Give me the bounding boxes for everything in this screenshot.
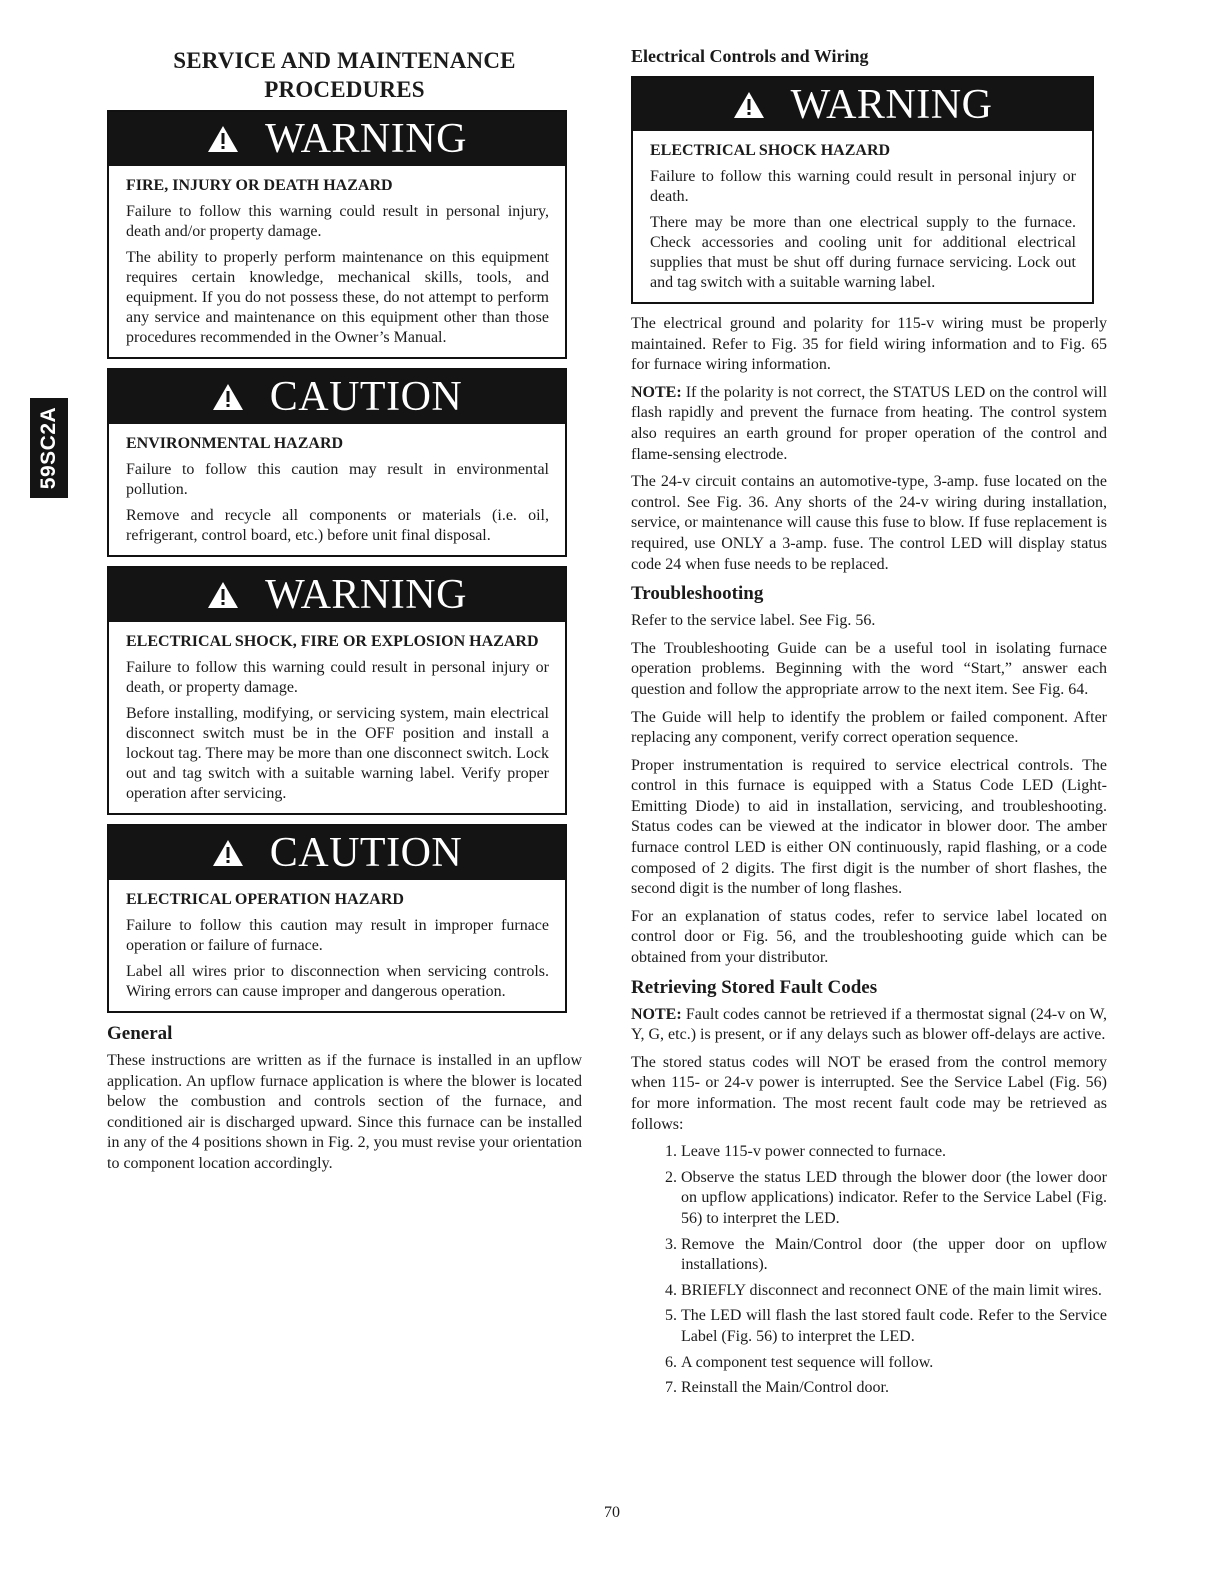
warning-triangle-icon — [207, 581, 239, 609]
note-label: NOTE: — [631, 1005, 682, 1023]
electrical-shock-warning-box — [631, 76, 1094, 304]
retrieving-paragraph: The stored status codes will NOT be erased from the control memory when 115- or 24-v power is interrupted. See the Service Label (Fig. 56) for more information. The most recent fault code may be retrieved as follows: — [631, 1053, 1107, 1133]
troubleshooting-heading: Troubleshooting — [631, 583, 764, 605]
notice-signal-word: WARNING — [790, 81, 993, 128]
notice-paragraph: Failure to follow this caution may result in improper furnace operation or failure of furnace. — [126, 917, 549, 954]
notice-header — [109, 370, 565, 424]
notice-body — [109, 622, 565, 813]
notice-header — [109, 826, 565, 880]
retrieving-fault-codes-heading: Retrieving Stored Fault Codes — [631, 976, 878, 998]
notice-paragraph: The ability to properly perform maintenance on this equipment requires certain knowledge, mechanical skills, tools, and equipment. If you do not possess these, do not attempt to perform any service and maintenance on this equipment other than those procedures recommended in the Owner’s Manual. — [126, 249, 549, 346]
notice-paragraph: Failure to follow this warning could result in personal injury or death. — [650, 168, 1076, 205]
notice-header — [109, 112, 565, 166]
notice-heading: FIRE, INJURY OR DEATH HAZARD — [126, 177, 393, 194]
troubleshooting-paragraph: The Troubleshooting Guide can be a useful tool in isolating furnace operation problems. Beginning with the word “Start,” answer each question and follow the appropriate arrow to the next item. See Fig. 64. — [631, 639, 1107, 698]
electrical-operation-caution-box — [107, 824, 567, 1013]
page-title-line1: SERVICE AND MAINTENANCE — [173, 48, 516, 73]
notice-paragraph: Label all wires prior to disconnection when servicing controls. Wiring errors can cause improper and dangerous operation. — [126, 963, 549, 1000]
notice-heading: ENVIRONMENTAL HAZARD — [126, 435, 344, 452]
right-column — [631, 44, 1107, 1404]
notice-signal-word: CAUTION — [269, 830, 463, 876]
fire-injury-warning-box — [107, 110, 567, 359]
warning-triangle-icon — [207, 125, 239, 153]
list-item: 7. Reinstall the Main/Control door. — [681, 1378, 1107, 1399]
notice-paragraph: Remove and recycle all components or materials (i.e. oil, refrigerant, control board, etc.) before unit final disposal. — [126, 507, 549, 544]
list-item: 6. A component test sequence will follow. — [681, 1353, 1107, 1374]
electrical-paragraph: The electrical ground and polarity for 115-v wiring must be properly maintained. Refer to Fig. 35 for field wiring information and to Fig. 65 for furnace wiring information. — [631, 315, 1107, 374]
warning-triangle-icon — [212, 839, 244, 867]
page-number: 70 — [604, 1504, 620, 1521]
notice-body — [109, 880, 565, 1011]
note-label: NOTE: — [631, 383, 682, 401]
warning-triangle-icon — [733, 91, 765, 119]
environmental-caution-box — [107, 368, 567, 557]
page-title-line2: PROCEDURES — [264, 77, 425, 102]
notice-signal-word: WARNING — [265, 572, 467, 618]
troubleshooting-paragraph: For an explanation of status codes, refer to service label located on control door or Fig. 56, and the troubleshooting guide which can be obtained from your distributor. — [631, 907, 1107, 967]
general-paragraph: These instructions are written as if the furnace is installed in an upflow application. An upflow furnace application is where the blower is located below the combustion and controls section of the furnace, and conditioned air is discharged upward. Since this furnace can be installed in any of the 4 positions shown in Fig. 2, you must revise your orientation to component location accordingly. — [107, 1052, 582, 1172]
notice-heading: ELECTRICAL OPERATION HAZARD — [126, 891, 404, 908]
notice-paragraph: Failure to follow this warning could result in personal injury or death, or property damage. — [126, 659, 549, 696]
troubleshooting-paragraph: Proper instrumentation is required to service electrical controls. The control in this furnace is equipped with a Status Code LED (Light-Emitting Diode) to aid in installation, servicing, and troubleshooting. Status codes can be viewed at the indicator in blower door. The amber furnace control LED is either ON continuously, rapid flashing, or a code composed of 2 digits. The first digit is the number of short flashes, the second digit is the number of long flashes. — [631, 756, 1107, 898]
general-heading: General — [107, 1023, 173, 1044]
list-item: 5. The LED will flash the last stored fault code. Refer to the Service Label (Fig. 56) to interpret the LED. — [681, 1306, 1107, 1347]
notice-paragraph: Failure to follow this caution may result in environmental pollution. — [126, 461, 549, 498]
notice-paragraph: There may be more than one electrical supply to the furnace. Check accessories and cooling unit for additional electrical supplies that must be shut off during furnace servicing. Lock out and tag switch with a suitable warning label. — [650, 214, 1076, 291]
notice-heading: ELECTRICAL SHOCK HAZARD — [650, 142, 891, 159]
left-column — [107, 44, 582, 1182]
electrical-paragraph: The 24-v circuit contains an automotive-type, 3-amp. fuse located on the control. See Fig. 36. Any shorts of the 24-v wiring during installation, service, or maintenance will cause this fuse to blow. If fuse replacement is required, use ONLY a 3-amp. fuse. The control LED will display status code 24 when fuse needs to be replaced. — [631, 473, 1107, 573]
note-text: If the polarity is not correct, the STATUS LED on the control will flash rapidly and prevent the furnace from heating. The control system also requires an earth ground for proper operation of the control and flame-sensing electrode. — [631, 383, 1108, 463]
notice-header — [633, 78, 1092, 131]
list-item: 3. Remove the Main/Control door (the upper door on upflow installations). — [681, 1235, 1107, 1276]
note-text: Fault codes cannot be retrieved if a thermostat signal (24-v on W, Y, G, etc.) is present, or if any delays such as blower off-delays are active. — [631, 1005, 1107, 1044]
notice-body — [109, 424, 565, 555]
side-tab — [30, 398, 68, 498]
notice-body — [633, 131, 1092, 302]
list-item: 4. BRIEFLY disconnect and reconnect ONE of the main limit wires. — [681, 1281, 1107, 1302]
list-item: 2. Observe the status LED through the blower door (the lower door on upflow applications) indicator. Refer to the Service Label (Fig. 56) to interpret the LED. — [681, 1168, 1107, 1230]
electrical-shock-fire-warning-box — [107, 566, 567, 815]
retrieval-steps-list — [631, 1142, 1107, 1399]
notice-signal-word: WARNING — [265, 116, 467, 162]
side-tab-label: 59SC2A — [37, 406, 61, 490]
notice-heading: ELECTRICAL SHOCK, FIRE OR EXPLOSION HAZARD — [126, 633, 539, 650]
troubleshooting-paragraph: Refer to the service label. See Fig. 56. — [631, 612, 876, 630]
list-item: 1. Leave 115-v power connected to furnace. — [681, 1142, 1107, 1163]
notice-body — [109, 166, 565, 357]
page-title — [107, 46, 582, 104]
notice-header — [109, 568, 565, 622]
notice-paragraph: Before installing, modifying, or servicing system, main electrical disconnect switch must be in the OFF position and install a lockout tag. There may be more than one disconnect switch. Lock out and tag switch with a suitable warning label. Verify proper operation after servicing. — [126, 705, 549, 802]
troubleshooting-paragraph: The Guide will help to identify the problem or failed component. After replacing any component, verify correct operation sequence. — [631, 708, 1107, 747]
warning-triangle-icon — [212, 383, 244, 411]
electrical-controls-heading: Electrical Controls and Wiring — [631, 46, 869, 66]
retrieving-note — [631, 1005, 1107, 1046]
notice-signal-word: CAUTION — [269, 374, 463, 420]
electrical-note — [631, 383, 1107, 465]
notice-paragraph: Failure to follow this warning could result in personal injury, death and/or property damage. — [126, 203, 549, 240]
